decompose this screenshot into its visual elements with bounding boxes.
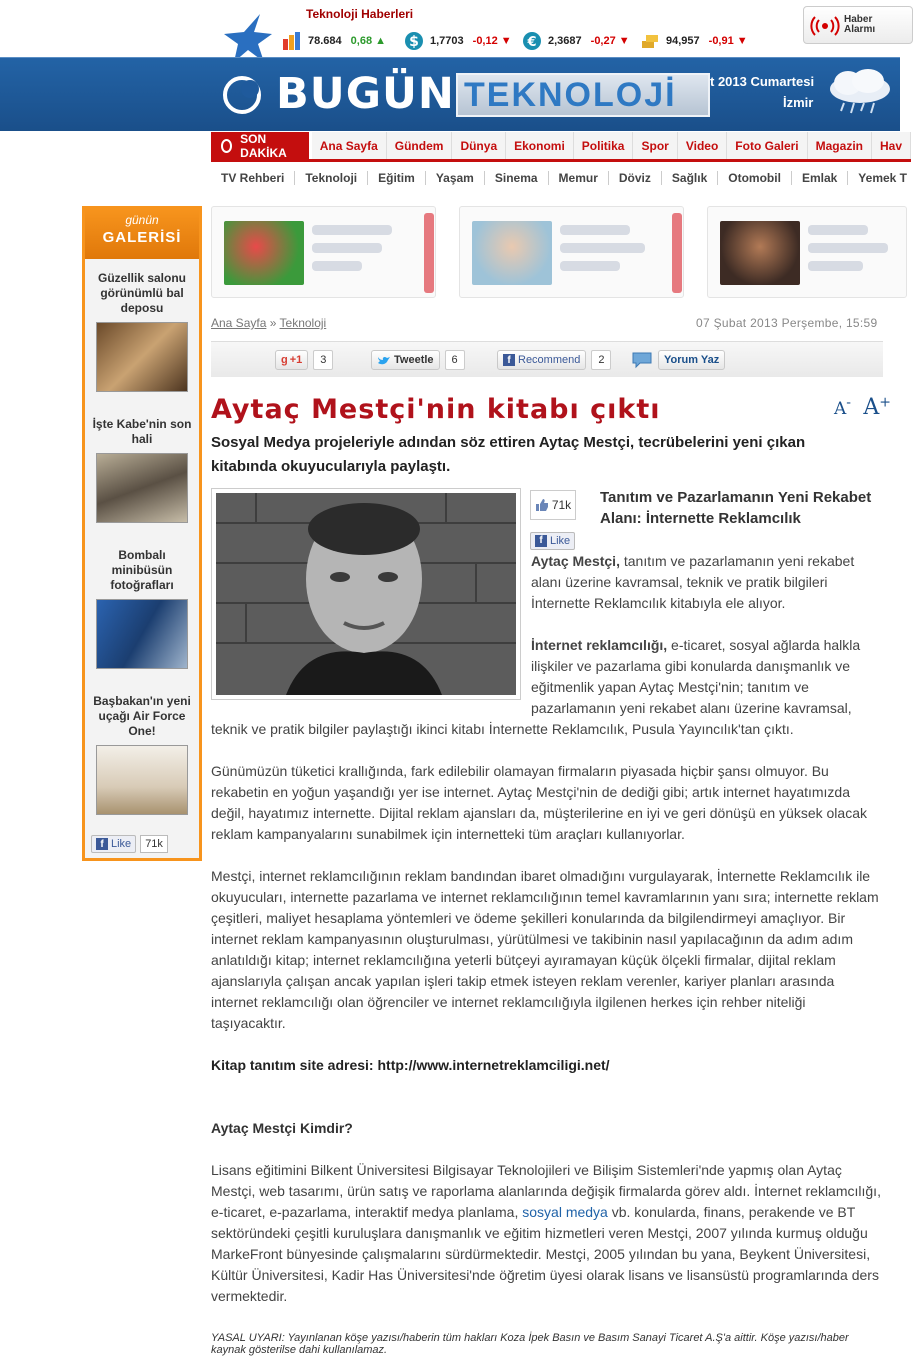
facebook-icon: f	[96, 838, 108, 850]
gallery-like-widget	[91, 835, 168, 853]
article-title: Aytaç Mestçi'nin kitabı çıktı	[211, 394, 661, 425]
nav-item[interactable]: Spor	[633, 132, 677, 159]
subnav-item[interactable]: Eğitim	[368, 171, 426, 185]
font-decrease-button[interactable]: A-	[834, 394, 852, 419]
social-media-link[interactable]: sosyal medya	[522, 1204, 608, 1220]
facebook-icon: f	[535, 535, 547, 547]
publish-date: 07 Şubat 2013 Perşembe, 15:59	[696, 316, 878, 330]
header-date: t 2013 Cumartesi	[710, 74, 815, 89]
gplus-share	[275, 350, 333, 370]
paragraph: Günümüzün tüketici krallığında, fark edilebilir olamayan firmaların piyasada hiçbir şansı olmuyor. Bu rekabetin en yoğun yaşandığı yer ise internet. Aytaç Mestçi'nin de dediği gibi; artık internet hayatımızda değil, hayatımız internette. Dijital reklam ajansları da, müşterilerine en iyi ve geri dönüşü en yüksek olacak reklam kampanyalarını sunabilmek için internetteki tüm araçları kullanıyorlar.	[211, 763, 867, 842]
nav-item[interactable]: Ekonomi	[506, 132, 574, 159]
paragraph-bold: İnternet reklamcılığı,	[531, 637, 668, 653]
like-count-box	[530, 490, 576, 520]
bio-text: vb. konularda, finans, perakende ve BT sektöründeki çeşitli kuruluşlara danışmanlık ve eğitim hizmetleri veren Mestçi, 2007 yılında kurmuş olduğu MarkeFront bünyesinde çalışmalarını sürdürmektedir. Mestçi, 2005 yılından bu yana, Beykent Üniversitesi, Kültür Üniversitesi, Kadir Has Üniversitesi'nde öğretim üyesi olarak lisans ve lisansüstü programlarında ders vermektedir.	[211, 1204, 879, 1304]
nav-item[interactable]: Gündem	[387, 132, 453, 159]
comment-share	[631, 350, 725, 370]
logo-main[interactable]: BUGÜN	[276, 69, 455, 119]
paragraph-text: e-ticaret, sosyal ağlarda halkla ilişkiler ve pazarlama gibi konularda danışmanlık ve eğitmenlik yapan Aytaç Mestçi'nin; tanıtım ve pazarlamanın yeni rekabet alanı üzerine kavramsal,	[531, 637, 861, 716]
subnav-item[interactable]: Emlak	[792, 171, 848, 185]
gallery-item[interactable]	[85, 548, 199, 669]
secondary-nav	[211, 165, 911, 191]
like-count: 71k	[140, 835, 168, 853]
subnav-item[interactable]: Otomobil	[718, 171, 792, 185]
bio-text: Lisans eğitimini Bilkent Üniversitesi Bilgisayar Teknolojileri ve Bilişim Sistemleri'nde yapmış olan Aytaç Mestçi, web tasarımı, ürün satış ve raporlama alanlarında değişik firmalarda görev aldı. İnternet reklamcılığı, e-ticaret, e-pazarlama, interaktif medya planlama,	[211, 1162, 881, 1220]
euro-icon	[522, 31, 542, 51]
tweet-label: Tweetle	[394, 354, 434, 366]
facebook-like-button[interactable]	[530, 532, 575, 550]
legal-disclaimer: YASAL UYARI: Yayınlanan köşe yazısı/haberin tüm hakları Koza İpek Basın ve Basım Sanayi Ticaret A.Ş'a aittir. Köşe yazısı/haber kaynak gösterilse dahi kullanılamaz.	[211, 1332, 849, 1356]
primary-nav	[211, 132, 911, 162]
breadcrumb-section[interactable]: Teknoloji	[279, 316, 327, 330]
ticker-item-index[interactable]	[282, 30, 386, 52]
font-size-controls	[834, 394, 891, 420]
paragraph-text: tanıtım ve pazarlamanın yeni rekabet alanı üzerine kavramsal, teknik ve pratik bilgileri İnternette Reklamcılık kitabıyla ele alıyor.	[531, 553, 855, 611]
breadcrumb-home[interactable]: Ana Sayfa	[211, 316, 267, 330]
nav-item[interactable]: Video	[678, 132, 727, 159]
ad-box[interactable]	[707, 206, 907, 298]
paragraph-continuation: teknik ve pratik bilgiler paylaştığı ikinci kitabı İnternette Reklamcılık, Pusula Yayıncılık'tan çıktı.	[211, 721, 794, 737]
ticker-change: -0,27	[590, 35, 616, 47]
gplus-icon: g	[281, 354, 288, 366]
subnav-item[interactable]: Sağlık	[662, 171, 718, 185]
gplus-button[interactable]	[275, 350, 308, 370]
breadcrumb	[211, 316, 326, 330]
bio-paragraph	[211, 1160, 883, 1307]
gallery-thumbnail[interactable]	[96, 599, 188, 669]
gallery-caption: Bombalı minibüsün fotoğrafları	[110, 548, 174, 592]
paragraph: Mestçi, internet reklamcılığının reklam bandından ibaret olmadığını vurgulayarak, İnternette Reklamcılık ile okuyucuları, internette pazarlama ve internet reklamcılığının temel kavramlarının yanı sıra; internette reklam çeşitleri, maliyet hesaplama yöntemleri ve ödeme şekilleri konularında da bilgilendirmeyi amaçlıyor. Bir internet reklam kampanyasının oluşturulması, yürütülmesi ve takibinin nasıl yapılacağının da adım adım anlatıldığı kitap; internet reklamcılığına yeterli bütçeyi ayıramayan küçük ölçekli firmalar, dijital reklam ajanslarıyla çalışan ancak yapılan işleri takip etmek isteyen reklam verenler, kariyer planları arasında internet reklamcılığı olan öğrenciler ve internet reklamcılığıyla ilgilenen herkes için rehber niteliği taşıyacaktır.	[211, 868, 879, 1031]
gallery-sidebar	[82, 206, 202, 861]
section-heading: Aytaç Mestçi Kimdir?	[211, 1120, 353, 1136]
ticker-item-euro[interactable]	[522, 30, 630, 52]
subnav-item[interactable]: Yaşam	[426, 171, 485, 185]
gallery-header-small: günün	[125, 213, 159, 227]
like-row	[530, 530, 576, 550]
gallery-item[interactable]	[85, 694, 199, 815]
bar-chart-icon	[282, 31, 302, 51]
ticker-change: -0,91	[708, 35, 734, 47]
broadcast-icon	[810, 16, 840, 36]
speech-bubble-icon	[631, 351, 653, 369]
paragraph-bold: Aytaç Mestçi,	[531, 553, 620, 569]
nav-item[interactable]: Ana Sayfa	[312, 132, 387, 159]
font-increase-button[interactable]: A+	[863, 394, 891, 420]
subnav-item[interactable]: Döviz	[609, 171, 662, 185]
clock-icon	[221, 139, 232, 153]
gplus-count: 3	[313, 350, 333, 370]
market-ticker	[0, 0, 900, 58]
subnav-item[interactable]: Teknoloji	[295, 171, 368, 185]
article-lead: Sosyal Medya projeleriyle adından söz ettiren Aytaç Mestçi, tecrübelerini yeni çıkan kitabında okuyucularıyla paylaştı.	[211, 434, 806, 475]
like-count: 71k	[551, 498, 572, 512]
gallery-caption: Başbakan'ın yeni uçağı Air Force One!	[93, 694, 191, 738]
header-city[interactable]: İzmir	[783, 95, 814, 110]
gallery-caption: Güzellik salonu görünümlü bal deposu	[97, 271, 187, 315]
gallery-item[interactable]	[85, 417, 199, 523]
news-alarm-label: Haber Alarmı	[844, 14, 876, 35]
ticker-value: 2,3687	[548, 35, 582, 47]
share-bar	[211, 341, 883, 377]
ticker-change: -0,12	[472, 35, 498, 47]
subnav-item[interactable]: Sinema	[485, 171, 549, 185]
twitter-bird-icon	[377, 355, 391, 366]
book-site-link[interactable]: Kitap tanıtım site adresi: http://www.internetreklamciligi.net/	[211, 1057, 610, 1073]
ticker-value: 78.684	[308, 35, 342, 47]
arrow-up-icon: ▲	[375, 35, 386, 47]
ad-box[interactable]	[459, 206, 684, 298]
gallery-caption: İşte Kabe'nin son hali	[92, 417, 192, 446]
breaking-news-label: SON DAKİKA	[240, 131, 287, 160]
tweet-button[interactable]	[371, 350, 440, 370]
gold-icon	[640, 31, 660, 51]
subnav-item[interactable]: Memur	[549, 171, 609, 185]
article-photo[interactable]	[211, 488, 521, 700]
breaking-news-button[interactable]	[211, 132, 309, 159]
svg-text:$: $	[409, 34, 419, 50]
nav-item[interactable]: Hav	[872, 132, 911, 159]
gallery-thumbnail[interactable]	[96, 453, 188, 523]
tweet-count: 6	[445, 350, 465, 370]
like-label: Like	[550, 534, 571, 547]
ad-box[interactable]	[211, 206, 436, 298]
ticker-item-gold[interactable]	[640, 30, 748, 52]
nav-item[interactable]: Politika	[574, 132, 634, 159]
subnav-item[interactable]: Yemek T	[858, 171, 907, 185]
article-subheading: Tanıtım ve Pazarlamanın Yeni Rekabet Alanı: İnternette Reklamcılık	[600, 489, 872, 527]
write-comment-button[interactable]: Yorum Yaz	[658, 350, 725, 370]
nav-item[interactable]: Foto Galeri	[727, 132, 807, 159]
bugun-logo-icon[interactable]	[222, 75, 268, 115]
arrow-down-icon: ▼	[736, 35, 748, 47]
facebook-like-button[interactable]	[91, 835, 136, 853]
arrow-down-icon: ▼	[618, 35, 630, 47]
facebook-share	[497, 350, 611, 370]
gplus-label: +1	[289, 354, 303, 366]
nav-item[interactable]: Magazin	[808, 132, 872, 159]
gallery-thumbnail[interactable]	[96, 322, 188, 392]
logo-sub[interactable]: TEKNOLOJİ	[456, 73, 710, 117]
gallery-thumbnail[interactable]	[96, 745, 188, 815]
twitter-share	[371, 350, 465, 370]
ticker-title[interactable]: Teknoloji Haberleri	[306, 7, 414, 21]
breadcrumb-separator: »	[269, 316, 277, 330]
gallery-header-big: GALERİSİ	[102, 229, 182, 246]
author-portrait	[216, 493, 516, 695]
ticker-value: 1,7703	[430, 35, 464, 47]
like-label: Like	[111, 838, 132, 850]
ticker-change: 0,68	[350, 35, 373, 47]
paragraph	[531, 635, 883, 719]
dollar-icon	[404, 31, 424, 51]
recommend-count: 2	[591, 350, 611, 370]
ticker-value: 94,957	[666, 35, 700, 47]
gallery-item[interactable]	[85, 271, 199, 392]
ticker-item-dollar[interactable]	[404, 30, 512, 52]
nav-item[interactable]: Dünya	[452, 132, 506, 159]
facebook-like-box	[530, 490, 576, 550]
svg-text:€: €	[527, 35, 537, 50]
weather-cloud-icon	[824, 67, 896, 117]
recommend-button[interactable]	[497, 350, 586, 370]
arrow-down-icon: ▼	[500, 35, 512, 47]
recommend-label: Recommend	[518, 354, 581, 366]
paragraph	[531, 551, 883, 614]
gallery-header[interactable]	[85, 209, 199, 259]
facebook-icon: f	[503, 354, 515, 366]
thumbs-up-icon	[535, 498, 549, 512]
subnav-item[interactable]: TV Rehberi	[211, 171, 295, 185]
news-alarm-button[interactable]	[803, 6, 913, 44]
